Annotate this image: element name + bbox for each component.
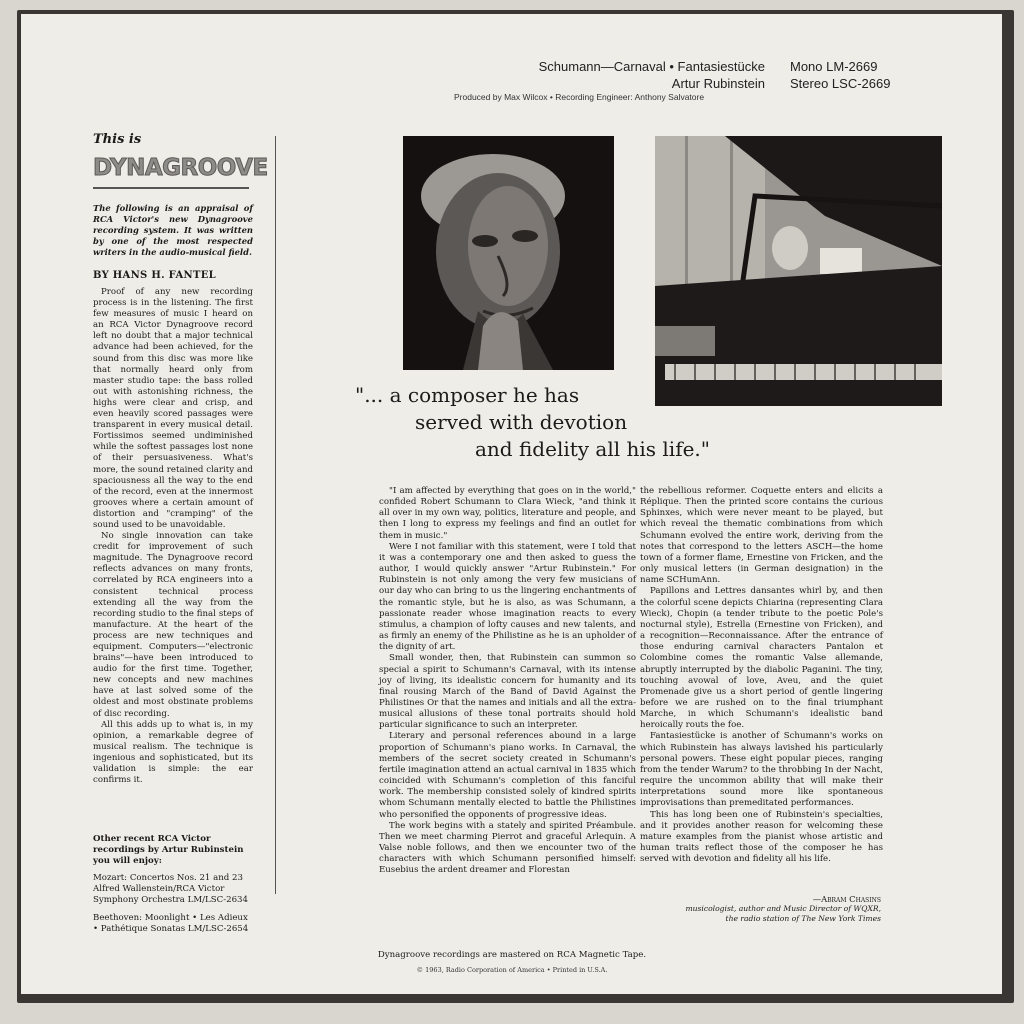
liner-paragraph: Small wonder, then, that Rubinstein can summon so special a spirit to Schumann's Carnaval, with its intense joy of living, its idealistic concern for humanity and its final rousing March of the Band of David Against the Philistines Or that the names and initials and all the extra-musical allusions of these tonal portraits should hold particular significance to such an interpreter.	[379, 653, 636, 731]
liner-notes-column-2	[640, 486, 883, 865]
liner-paragraph: This has long been one of Rubinstein's specialties, and it provides another reason for welcoming these mature examples from the pianist whose artistic and human traits reflect those of the composer he has served with devotion and fidelity all his life.	[640, 809, 883, 865]
sidebar-intro: The following is an appraisal of RCA Victor's new Dynagroove recording system. It was written by one of the most respected writers in the audio-musical field.	[93, 203, 253, 257]
other-record-item: Beethoven: Moonlight • Les Adieux • Pathétique Sonatas LM/LSC-2654	[93, 912, 249, 934]
sidebar-paragraph: No single innovation can take credit for improvement of such magnitude. The Dynagroove record reflects advances on many fronts, correlated by RCA engineers into a consistent technical process extending all the way from the recording studio to the final steps of manufacture. At the heart of the process are new techniques and equipment. Computers—"electronic brains"—have been introduced to audio for the first time. Together, new concepts and new machines have at last solved some of the oldest and most obstinate problems of disc recording.	[93, 531, 253, 719]
liner-paragraph: Papillons and Lettres dansantes whirl by, and then the colorful scene depicts Chiarina (representing Clara Wieck), Chopin (a tender tribute to the poetic Pole's nocturnal style), Estrella (Ernestine von Fricken), and a recognition—Reconnaissance. After the entrance of those enduring carnival characters Pantalon et Colombine comes the romantic Valse allemande, abruptly interrupted by the diabolic Paganini. The tiny, touching avowal of love, Aveu, and the quiet Promenade give us a short period of gentle lingering before we are rushed on to the final triumphant Marche, in which Schumann's idealistic band heroically routs the foe.	[640, 586, 883, 731]
liner-notes-column-1	[379, 486, 636, 876]
liner-paragraph: Fantasiestücke is another of Schumann's works on which Rubinstein has always lavished his particularly personal powers. These eight popular pieces, ranging from the tender Warum? to the throbbing In der Nacht, require the uncommon ability that will make their interpretations sound more like spontaneous improvisations than premeditated performances.	[640, 731, 883, 809]
sidebar-body	[93, 287, 253, 786]
sidebar-paragraph: All this adds up to what is, in my opinion, a remarkable degree of musical realism. The technique is ingenious and sophisticated, but its validation is simple: the ear confirms it.	[93, 719, 253, 786]
pull-quote-line: served with devotion	[415, 410, 628, 434]
dynagroove-logo: DYNAGROOVE	[93, 149, 249, 189]
album-artist: Artur Rubinstein	[671, 76, 765, 91]
liner-signature	[640, 894, 881, 924]
dynagroove-sidebar	[93, 132, 268, 786]
pull-quote-line: and fidelity all his life."	[475, 437, 710, 461]
other-recordings	[93, 834, 253, 935]
signature-name: —Abram Chasins	[812, 894, 881, 904]
album-title-block	[539, 58, 765, 92]
rubinstein-piano-photo	[655, 136, 942, 406]
this-is-heading: This is	[93, 132, 142, 147]
album-title: Schumann—Carnaval • Fantasiestücke	[538, 59, 765, 74]
sidebar-paragraph: Proof of any new recording process is in the listening. The first few measures of music I heard on an RCA Victor Dynagroove record left no doubt that a major technical advance had been achieved, for the sound from this disc was more like that normally heard only from master studio tape: the bass rolled out with astonishing richness, the highs were clear and crisp, and even heavily scored passages were transparent in every musical detail. Fortissimos seemed undiminished while the softest passages lost none of their persuasiveness. What's more, the sound retained clarity and spaciousness all the way to the end of the record, even at the innermost grooves where a certain amount of distortion and "cramping" of the sound used to be unavoidable.	[93, 287, 253, 530]
liner-paragraph: "I am affected by everything that goes on in the world," confided Robert Schumann to Clara Wieck, "and think it all over in my own way, politics, literature and people, and then I long to express my feelings and find an outlet for them in music."	[379, 486, 636, 541]
other-record-item: Mozart: Concertos Nos. 21 and 23 Alfred Wallenstein/RCA Victor Symphony Orchestra LM/LSC-2634	[93, 873, 248, 906]
liner-paragraph: Literary and personal references abound in a large proportion of Schumann's piano works. In Carnaval, the members of the secret society created in Schumann's fertile imagination attend an actual carnival in 1835 which coincided with Schumann's completion of this fanciful work. The membership consisted solely of kindred spirits whom Schumann mentally elected to battle the Philistines who personified the opponents of progressive ideas.	[379, 731, 636, 820]
stereo-catalog: Stereo LSC-2669	[790, 76, 891, 91]
footer-note: Dynagroove recordings are mastered on RCA Magnetic Tape.	[377, 950, 647, 960]
pull-quote-line: "... a composer he has	[355, 383, 580, 407]
rubinstein-portrait-photo	[403, 136, 614, 370]
liner-paragraph: The work begins with a stately and spirited Préambule. Then we meet charming Pierrot and graceful Arlequin. A Valse noble follows, and then we encounter two of the characters with which Schumann personified himself: Eusebius the ardent dreamer and Florestan	[379, 820, 636, 876]
liner-paragraph: Were I not familiar with this statement, were I told that it was a contemporary one and then asked to guess the author, I would quickly answer "Artur Rubinstein." For Rubinstein is not only among the very few musicians of our day who can bring to us the lingering enchantments of the romantic style, but he is also, as was Schumann, a passionate reader whose imagination reacts to every stimulus, a champion of lofty causes and new talents, and as firmly an enemy of the Philistine as he is an upholder of the dignity of art.	[379, 541, 636, 653]
signature-role: musicologist, author and Music Director of WQXR,	[685, 904, 881, 913]
sidebar-byline: BY HANS H. FANTEL	[93, 270, 216, 281]
signature-role: the radio station of The New York Times	[725, 914, 881, 923]
catalog-numbers	[790, 58, 890, 92]
other-recordings-heading: Other recent RCA Victor recordings by Artur Rubinstein you will enjoy:	[93, 834, 244, 867]
production-credits: Produced by Max Wilcox • Recording Engineer: Anthony Salvatore	[454, 92, 705, 102]
pull-quote	[355, 382, 710, 463]
column-divider	[275, 136, 276, 894]
liner-paragraph: the rebellious reformer. Coquette enters and elicits a Réplique. Then the printed score contains the curious Sphinxes, which were never meant to be played, but which reveal the thematic combinations from which Schumann evolved the entire work, deriving from the notes that correspond to the letters ASCH—the home town of a former flame, Ernestine von Fricken, and the only musical letters (in German designation) in the name SCHumAnn.	[640, 486, 883, 586]
copyright-line: © 1963, Radio Corporation of America • Printed in U.S.A.	[416, 966, 608, 974]
mono-catalog: Mono LM-2669	[790, 59, 878, 74]
